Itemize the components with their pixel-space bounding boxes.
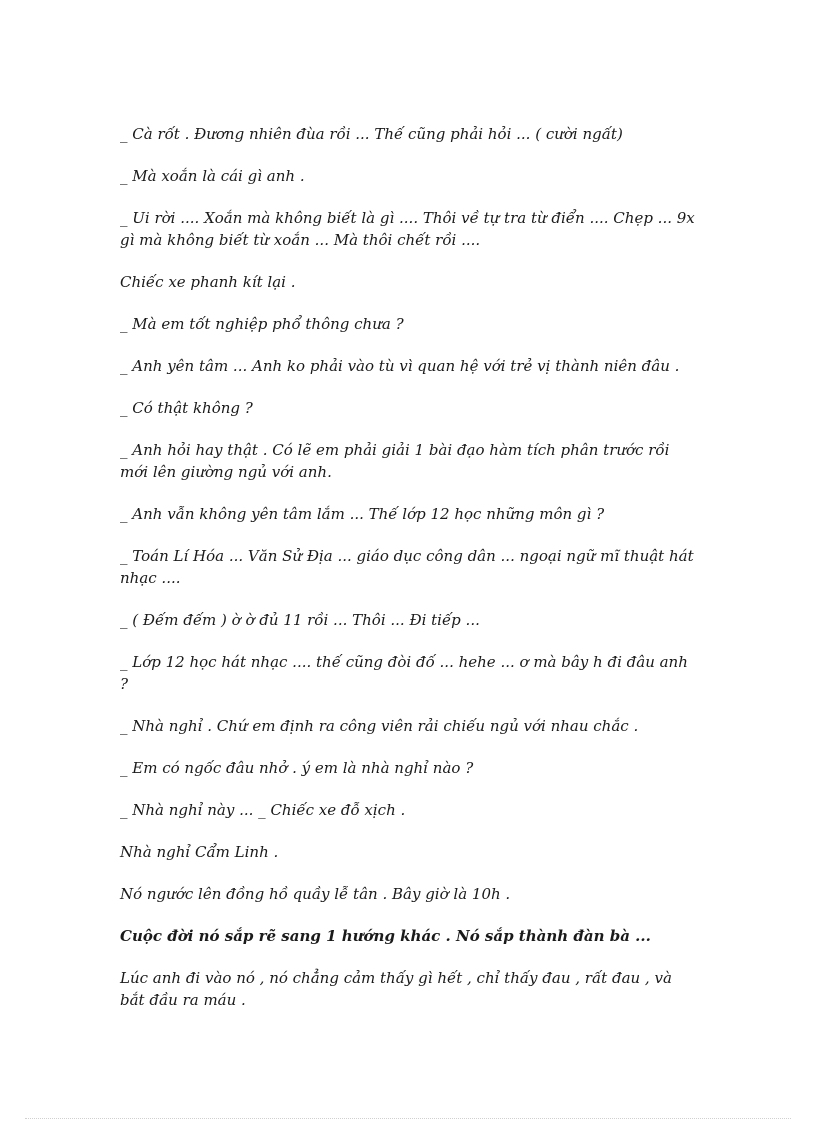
paragraph-14: _ Em có ngốc đâu nhở . ý em là nhà nghỉ nào ?: [120, 759, 474, 777]
paragraph-17: Nó ngước lên đồng hồ quầy lễ tân . Bây giờ là 10h .: [120, 885, 511, 903]
paragraph-7: _ Có thật không ?: [120, 399, 253, 417]
paragraph-15: _ Nhà nghỉ này ... _ Chiếc xe đỗ xịch .: [120, 801, 406, 819]
paragraph-10: _ Toán Lí Hóa ... Văn Sử Địa ... giáo dục công dân ... ngoại ngữ mĩ thuật hát nhạc ....: [120, 547, 694, 587]
paragraph-13: _ Nhà nghỉ . Chứ em định ra công viên rải chiếu ngủ với nhau chắc .: [120, 717, 639, 735]
paragraph-19: Lúc anh đi vào nó , nó chẳng cảm thấy gì hết , chỉ thấy đau , rất đau , và bắt đầu ra máu .: [120, 969, 672, 1009]
paragraph-5: _ Mà em tốt nghiệp phổ thông chưa ?: [120, 315, 404, 333]
paragraph-8: _ Anh hỏi hay thật . Có lẽ em phải giải 1 bài đạo hàm tích phân trước rồi mới lên giường ngủ với anh.: [120, 441, 670, 481]
paragraph-9: _ Anh vẫn không yên tâm lắm ... Thế lớp 12 học những môn gì ?: [120, 505, 605, 523]
paragraph-6: _ Anh yên tâm ... Anh ko phải vào tù vì quan hệ với trẻ vị thành niên đâu .: [120, 357, 680, 375]
paragraph-18-bold: Cuộc đời nó sắp rẽ sang 1 hướng khác . Nó sắp thành đàn bà ...: [120, 927, 651, 945]
paragraph-1: _ Cà rốt . Đương nhiên đùa rồi ... Thế cũng phải hỏi ... ( cười ngất): [120, 125, 623, 143]
page-bottom-divider: [25, 1118, 791, 1119]
paragraph-16: Nhà nghỉ Cẩm Linh .: [120, 843, 279, 861]
paragraph-4: Chiếc xe phanh kít lại .: [120, 273, 296, 291]
paragraph-3: _ Ui rời .... Xoắn mà không biết là gì .... Thôi về tự tra từ điển .... Chẹp ... 9x gì mà không biết từ xoắn ... Mà thôi chết rồi ....: [120, 209, 695, 249]
paragraph-12: _ Lớp 12 học hát nhạc .... thế cũng đòi đố ... hehe ... ơ mà bây h đi đâu anh ?: [120, 653, 688, 693]
story-text: [120, 123, 700, 1031]
paragraph-11: _ ( Đếm đếm ) ờ ờ đủ 11 rồi ... Thôi ... Đi tiếp ...: [120, 611, 480, 629]
paragraph-2: _ Mà xoắn là cái gì anh .: [120, 167, 305, 185]
